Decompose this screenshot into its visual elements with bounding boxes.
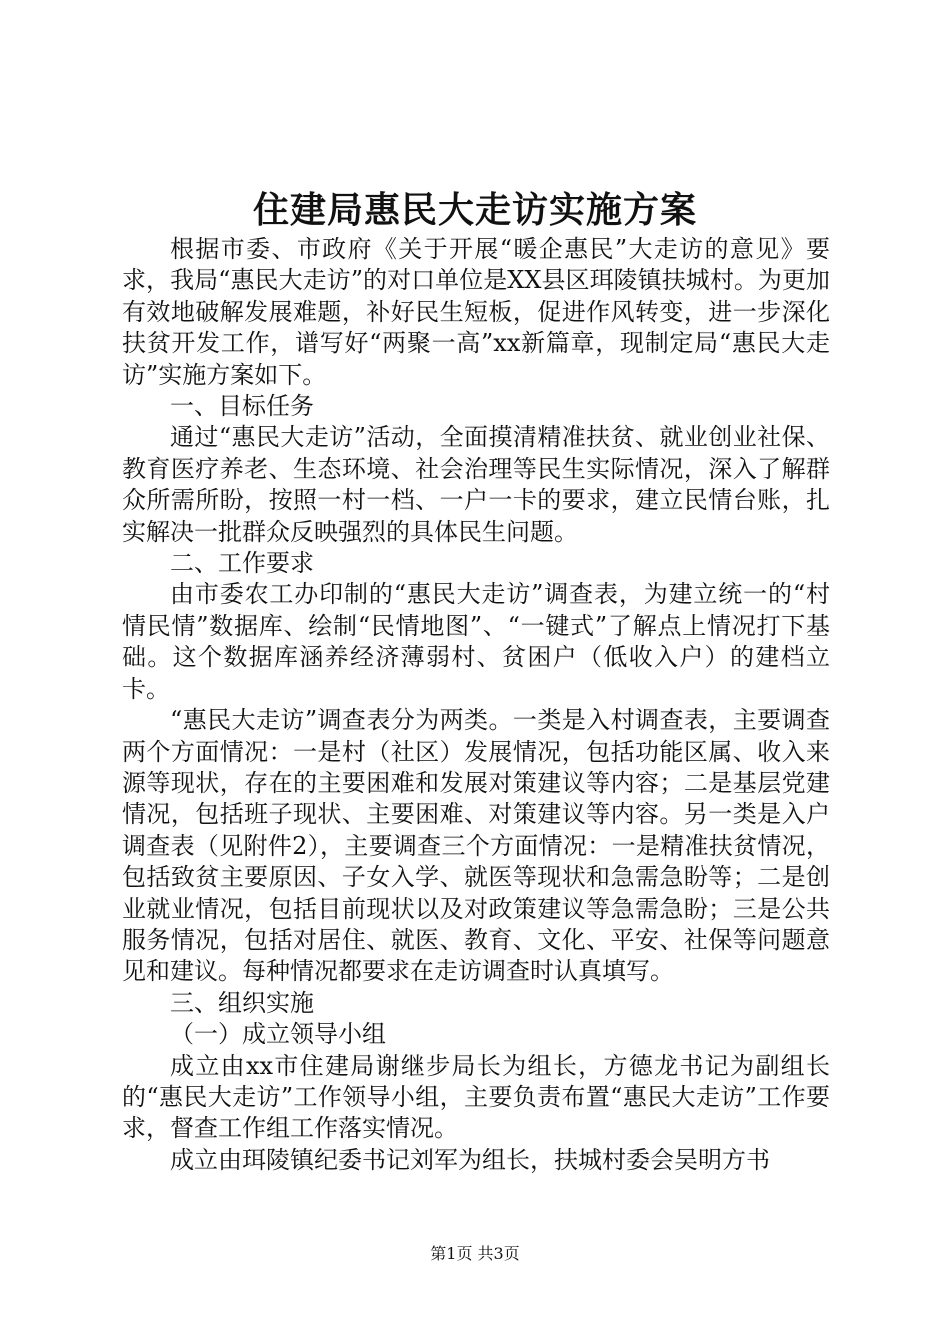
page-footer: 第1页 共3页 [430,1244,520,1263]
document-body [122,234,830,1176]
paragraph-leadership-1: 成立由xx市住建局谢继步局长为组长，方德龙书记为副组长的“惠民大走访”工作领导小组，主要负责布置“惠民大走访”工作要求，督查工作组工作落实情况。 [122,1051,830,1143]
paragraph-requirements-2: “惠民大走访”调查表分为两类。一类是入村调查表，主要调查两个方面情况：一是村（社区）发展情况，包括功能区属、收入来源等现状，存在的主要困难和发展对策建议等内容；二是基层党建情况，包括班子现状、主要困难、对策建议等内容。另一类是入户调查表（见附件2），主要调查三个方面情况：一是精准扶贫情况，包括致贫主要原因、子女入学、就医等现状和急需急盼等；二是创业就业情况，包括目前现状以及对政策建议等急需急盼；三是公共服务情况，包括对居住、就医、教育、文化、平安、社保等问题意见和建议。每种情况都要求在走访调查时认真填写。 [122,706,830,986]
section-heading-goals: 一、目标任务 [170,392,314,421]
paragraph-intro: 根据市委、市政府《关于开展“暖企惠民”大走访的意见》要求，我局“惠民大走访”的对口单位是XX县区珥陵镇扶城村。为更加有效地破解发展难题，补好民生短板，促进作风转变，进一步深化扶贫开发工作，谱写好“两聚一高”xx新篇章，现制定局“惠民大走访”实施方案如下。 [122,235,830,389]
paragraph-goals: 通过“惠民大走访”活动，全面摸清精准扶贫、就业创业社保、教育医疗养老、生态环境、社会治理等民生实际情况，深入了解群众所需所盼，按照一村一档、一户一卡的要求，建立民情台账，扎实解决一批群众反映强烈的具体民生问题。 [122,423,830,546]
subsection-heading-leadership: （一）成立领导小组 [170,1020,386,1049]
section-heading-implementation: 三、组织实施 [170,988,314,1017]
paragraph-leadership-2: 成立由珥陵镇纪委书记刘军为组长，扶城村委会吴明方书 [170,1145,770,1174]
document-title: 住建局惠民大走访实施方案 [252,189,697,231]
section-heading-requirements: 二、工作要求 [170,549,314,578]
paragraph-requirements-1: 由市委农工办印制的“惠民大走访”调查表，为建立统一的“村情民情”数据库、绘制“民情地图”、“一键式”了解点上情况打下基础。这个数据库涵养经济薄弱村、贫困户（低收入户）的建档立卡。 [122,580,830,703]
